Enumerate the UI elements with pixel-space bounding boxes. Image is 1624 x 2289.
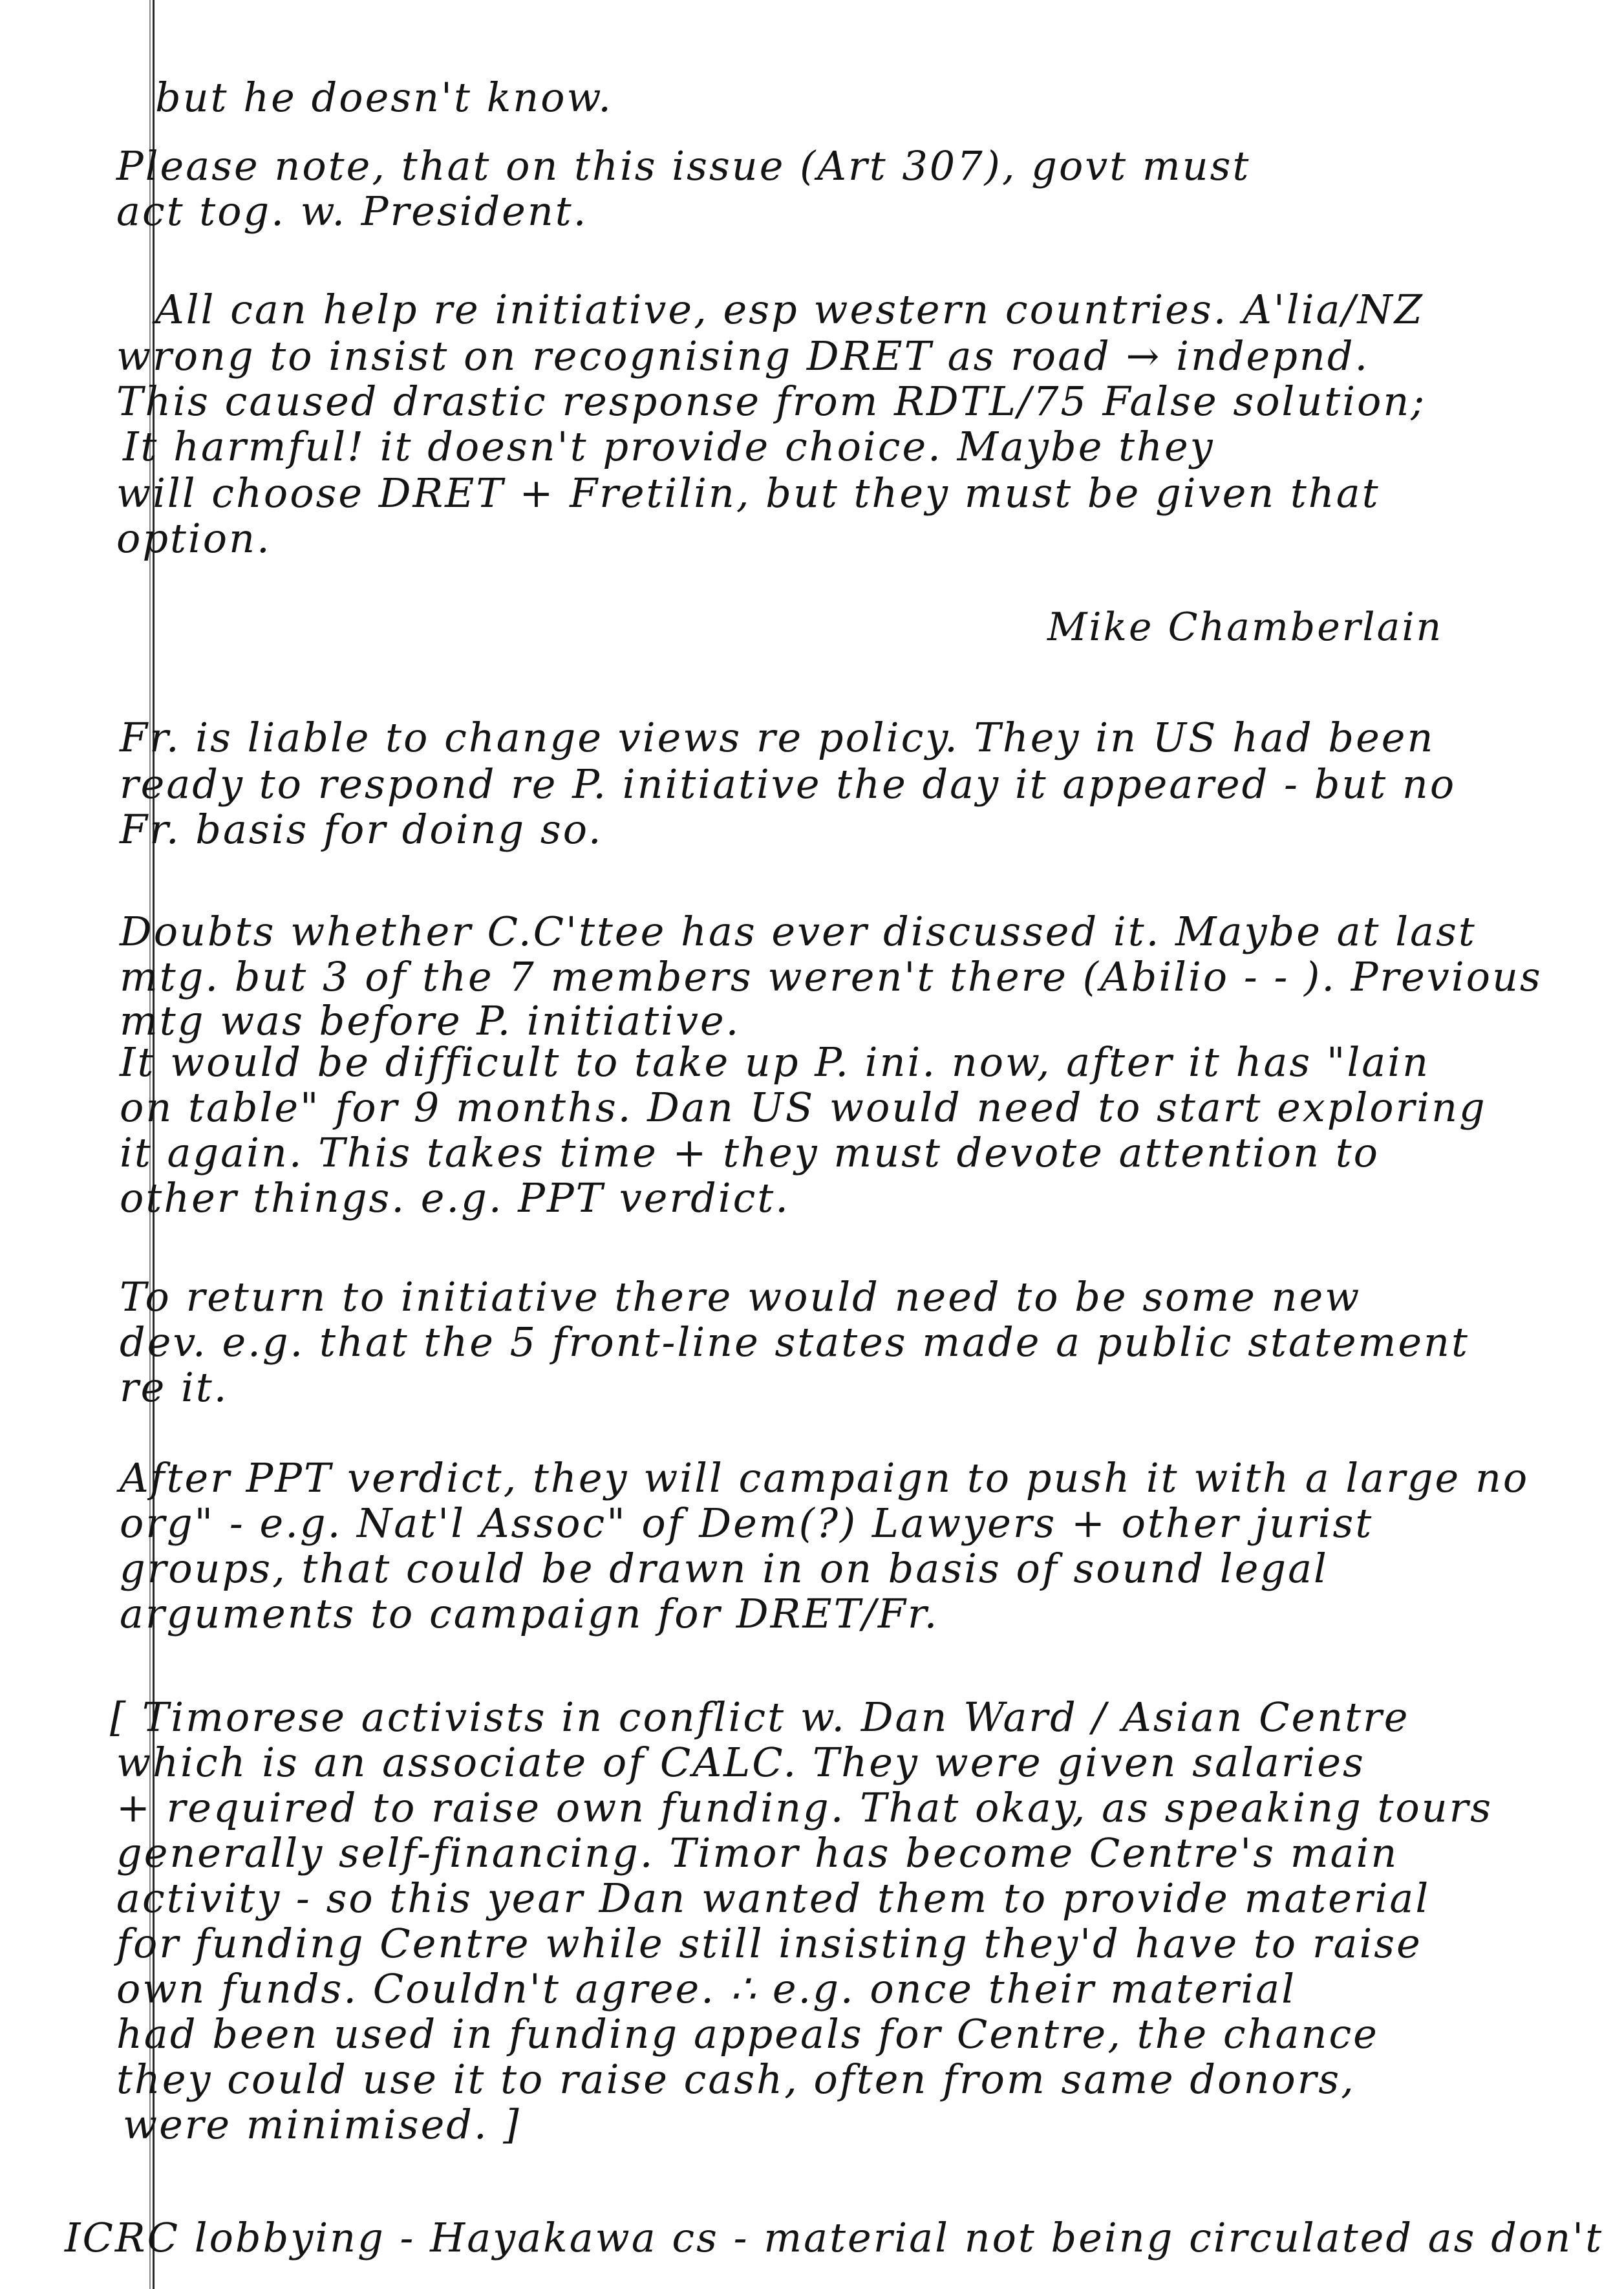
text-line: mtg was before P. initiative. <box>120 997 741 1044</box>
text-line: [ Timorese activists in conflict w. Dan Ward / Asian Centre <box>110 1693 1410 1741</box>
text-line: org" - e.g. Nat'l Assoc" of Dem(?) Lawyers + other jurist <box>120 1499 1374 1547</box>
text-line: groups, that could be drawn in on basis of sound legal <box>120 1545 1329 1592</box>
text-line: Please note, that on this issue (Art 307), govt must <box>116 142 1251 189</box>
text-line: act tog. w. President. <box>116 188 588 235</box>
text-line: had been used in funding appeals for Centre, the chance <box>116 2010 1379 2058</box>
text-line: ready to respond re P. initiative the day it appeared - but no <box>120 760 1457 808</box>
text-line: which is an associate of CALC. They were given salaries <box>116 1739 1365 1786</box>
text-line: they could use it to raise cash, often from same donors, <box>116 2056 1356 2103</box>
text-line: All can help re initiative, esp western countries. A'lia/NZ <box>155 286 1424 333</box>
text-line: After PPT verdict, they will campaign to push it with a large no <box>120 1454 1530 1501</box>
text-line: wrong to insist on recognising DRET as road → indepnd. <box>116 332 1370 380</box>
text-line: it again. This takes time + they must devote attention to <box>120 1129 1380 1176</box>
text-line: dev. e.g. that the 5 front-line states made a public statement <box>120 1318 1469 1366</box>
text-line: mtg. but 3 of the 7 members weren't there (Abilio - - ). Previous <box>120 953 1543 1000</box>
text-line: re it. <box>120 1364 229 1411</box>
text-line: Fr. is liable to change views re policy. They in US had been <box>120 714 1435 761</box>
text-line: arguments to campaign for DRET/Fr. <box>120 1590 939 1637</box>
text-line: will choose DRET + Fretilin, but they must be given that <box>116 469 1380 517</box>
text-line: on table" for 9 months. Dan US would need to start exploring <box>120 1084 1487 1131</box>
text-line: This caused drastic response from RDTL/75 False solution; <box>116 378 1427 425</box>
signature-name: Mike Chamberlain <box>1047 605 1444 650</box>
text-line: It would be difficult to take up P. ini. now, after it has "lain <box>120 1038 1430 1086</box>
text-line: ICRC lobbying - Hayakawa cs - material not being circulated as don't <box>65 2214 1604 2261</box>
text-line: + required to raise own funding. That okay, as speaking tours <box>116 1784 1493 1831</box>
text-line: but he doesn't know. <box>155 74 613 121</box>
text-line: other things. e.g. PPT verdict. <box>120 1174 790 1221</box>
text-line: Doubts whether C.C'ttee has ever discussed it. Maybe at last <box>120 908 1477 955</box>
text-line: generally self-financing. Timor has become Centre's main <box>116 1829 1399 1876</box>
text-line: option. <box>116 515 272 562</box>
text-line: were minimised. ] <box>123 2101 521 2148</box>
text-line: It harmful! it doesn't provide choice. Maybe they <box>123 423 1215 470</box>
text-line: for funding Centre while still insisting they'd have to raise <box>116 1920 1422 1967</box>
text-line: To return to initiative there would need to be some new <box>120 1273 1362 1320</box>
text-line: Fr. basis for doing so. <box>120 806 603 853</box>
text-line: activity - so this year Dan wanted them to provide material <box>116 1875 1431 1922</box>
text-line: own funds. Couldn't agree. ∴ e.g. once their material <box>116 1965 1297 2012</box>
